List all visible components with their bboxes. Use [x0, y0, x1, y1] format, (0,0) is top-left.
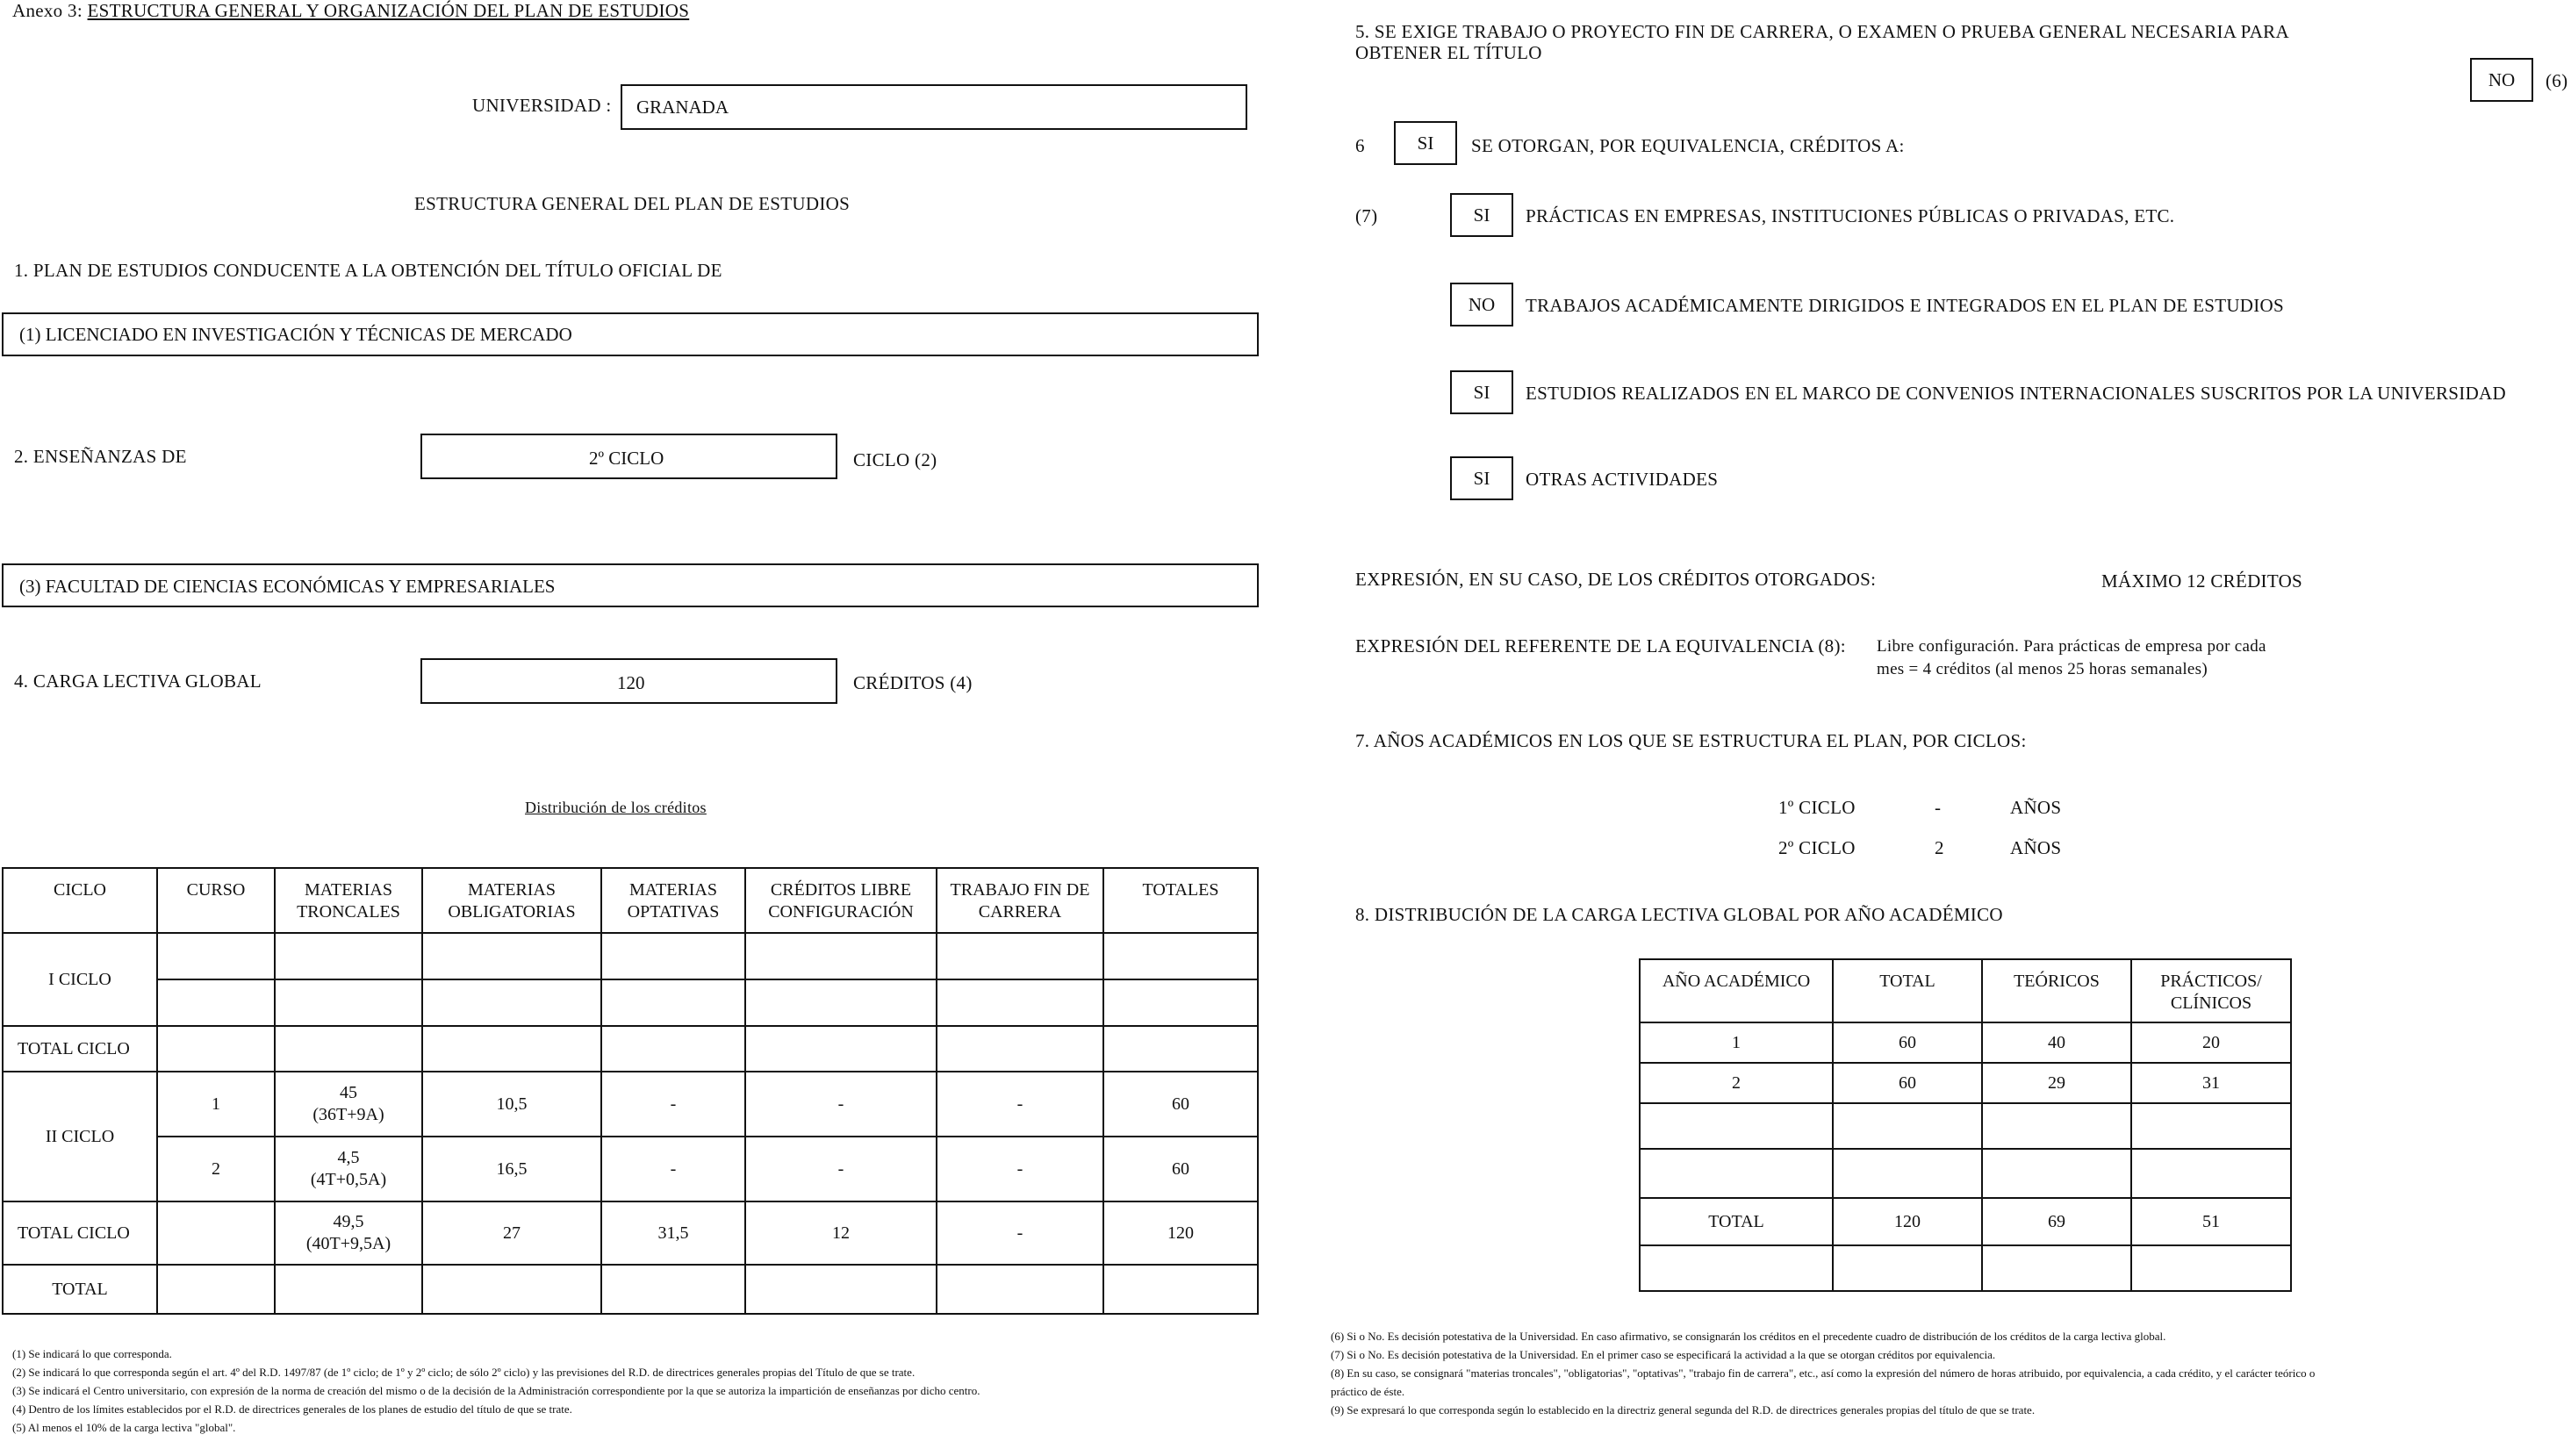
col-totales: TOTALES: [1103, 868, 1258, 933]
option-trabajos-checkbox: NO: [1450, 283, 1513, 326]
item1-label: 1. PLAN DE ESTUDIOS CONDUCENTE A LA OBTENCIÓN DEL TÍTULO OFICIAL DE: [14, 260, 722, 281]
row2-curso: 2: [157, 1137, 275, 1201]
table-row: [3, 933, 1258, 979]
degree-field: [2, 312, 1259, 356]
cycle-field: [420, 434, 837, 479]
referente-line1: Libre configuración. Para prácticas de empresa por cada: [1877, 637, 2266, 656]
item5-line2: OBTENER EL TÍTULO: [1355, 42, 1542, 63]
footnote: (5) Al menos el 10% de la carga lectiva "global".: [12, 1421, 236, 1434]
option-convenios-label: ESTUDIOS REALIZADOS EN EL MARCO DE CONVENIOS INTERNACIONALES SUSCRITOS POR LA UNIVERSIDAD: [1526, 383, 2506, 404]
year2-total: 60: [1833, 1063, 1982, 1103]
item5-line1: 5. SE EXIGE TRABAJO O PROYECTO FIN DE CARRERA, O EXAMEN O PRUEBA GENERAL NECESARIA PARA: [1355, 21, 2289, 42]
item6-ref: (7): [1355, 205, 1378, 226]
row1-optativas: -: [601, 1072, 745, 1137]
page-title: ESTRUCTURA GENERAL Y ORGANIZACIÓN DEL PLAN DE ESTUDIOS: [87, 0, 690, 21]
ciclo2-years-value: 2: [1935, 837, 1944, 858]
footnote: (1) Se indicará lo que corresponda.: [12, 1347, 172, 1360]
row2-totales: 60: [1103, 1137, 1258, 1201]
item7-label: 7. AÑOS ACADÉMICOS EN LOS QUE SE ESTRUCTURA EL PLAN, POR CICLOS:: [1355, 730, 2027, 751]
item2-suffix: CICLO (2): [853, 449, 937, 470]
distribution-title: Distribución de los créditos: [525, 799, 707, 816]
footnotes-left: [12, 1345, 980, 1437]
total-optativas: 31,5: [601, 1201, 745, 1265]
university-field: [621, 84, 1247, 130]
col-libre: CRÉDITOS LIBRE CONFIGURACIÓN: [745, 868, 937, 933]
table-row: [1640, 1245, 2291, 1291]
row2-optativas: -: [601, 1137, 745, 1201]
col-practicos: PRÁCTICOS/ CLÍNICOS: [2131, 959, 2291, 1022]
row1-trabajo: -: [937, 1072, 1103, 1137]
col-optativas: MATERIAS OPTATIVAS: [601, 868, 745, 933]
row2-libre: -: [745, 1137, 937, 1201]
row1-troncales-value: 45: [340, 1083, 357, 1102]
row2-obligatorias: 16,5: [422, 1137, 601, 1201]
year-distribution-table: [1639, 958, 2292, 1292]
option-trabajos-label: TRABAJOS ACADÉMICAMENTE DIRIGIDOS E INTEGRADOS EN EL PLAN DE ESTUDIOS: [1526, 295, 2284, 316]
referente-line2: mes = 4 créditos (al menos 25 horas semanales): [1877, 660, 2208, 678]
footnote: (6) Si o No. Es decisión potestativa de la Universidad. En caso afirmativo, se consignarán los créditos en el precedente cuadro de distribución de los créditos de la carga lectiva global.: [1331, 1330, 2166, 1343]
row1-troncales-sub: (36T+9A): [312, 1105, 384, 1124]
col-ano: AÑO ACADÉMICO: [1640, 959, 1833, 1022]
total-obligatorias: 27: [422, 1201, 601, 1265]
year2-practicos: 31: [2131, 1063, 2291, 1103]
year-total-label: TOTAL: [1640, 1198, 1833, 1245]
annex-label: [12, 0, 689, 22]
table-row: [3, 1265, 1258, 1314]
option-otras-checkbox: SI: [1450, 456, 1513, 500]
option-otras-label: OTRAS ACTIVIDADES: [1526, 469, 1719, 490]
ciclo2-label: II CICLO: [3, 1072, 157, 1201]
university-value: GRANADA: [636, 97, 729, 118]
item5-note: (6): [2546, 70, 2568, 91]
ciclo1-years-label: 1º CICLO: [1778, 797, 1856, 818]
faculty-value: (3) FACULTAD DE CIENCIAS ECONÓMICAS Y EMPRESARIALES: [19, 576, 556, 597]
col-curso: CURSO: [157, 868, 275, 933]
year1-label: 1: [1640, 1022, 1833, 1063]
total-ciclo2-label: TOTAL CICLO: [3, 1201, 157, 1265]
total-trabajo: -: [937, 1201, 1103, 1265]
year1-total: 60: [1833, 1022, 1982, 1063]
row1-troncales: [275, 1072, 422, 1137]
ciclo1-label: I CICLO: [3, 933, 157, 1026]
item6-number: 6: [1355, 135, 1365, 156]
total-libre: 12: [745, 1201, 937, 1265]
option-convenios-checkbox: SI: [1450, 370, 1513, 414]
table-row: [1640, 1022, 2291, 1063]
row1-totales: 60: [1103, 1072, 1258, 1137]
footnote: (2) Se indicará lo que corresponda según el art. 4º del R.D. 1497/87 (de 1º ciclo; de 1º y 2º ciclo; de sólo 2º ciclo) y las previsiones del R.D. de directrices generales propias del Título de que se trate.: [12, 1366, 916, 1379]
table-row: [3, 1201, 1258, 1265]
table-header-row: [1640, 959, 2291, 1022]
total-ciclo1-label: TOTAL CICLO: [3, 1026, 157, 1072]
table-row: [1640, 1063, 2291, 1103]
item4-suffix: CRÉDITOS (4): [853, 672, 973, 693]
distribution-table: [2, 867, 1259, 1315]
referente-label: EXPRESIÓN DEL REFERENTE DE LA EQUIVALENCIA (8):: [1355, 635, 1846, 656]
table-row: [3, 1137, 1258, 1201]
annex-number: Anexo 3:: [12, 0, 83, 21]
year1-teoricos: 40: [1982, 1022, 2131, 1063]
year-total-total: 120: [1833, 1198, 1982, 1245]
col-obligatorias: MATERIAS OBLIGATORIAS: [422, 868, 601, 933]
col-teoricos: TEÓRICOS: [1982, 959, 2131, 1022]
grand-total-label: TOTAL: [3, 1265, 157, 1314]
year-total-practicos: 51: [2131, 1198, 2291, 1245]
item8-label: 8. DISTRIBUCIÓN DE LA CARGA LECTIVA GLOBAL POR AÑO ACADÉMICO: [1355, 904, 2003, 925]
row1-obligatorias: 10,5: [422, 1072, 601, 1137]
total-troncales-sub: (40T+9,5A): [305, 1234, 391, 1253]
degree-value: (1) LICENCIADO EN INVESTIGACIÓN Y TÉCNICAS DE MERCADO: [19, 324, 572, 345]
option-practicas-checkbox: SI: [1450, 193, 1513, 237]
total-troncales: [275, 1201, 422, 1265]
year-total-teoricos: 69: [1982, 1198, 2131, 1245]
total-totales: 120: [1103, 1201, 1258, 1265]
footnote: (7) Si o No. Es decisión potestativa de la Universidad. En el primer caso se especificará la actividad a la que se otorgan créditos por equivalencia.: [1331, 1348, 1996, 1361]
table-row: [3, 1026, 1258, 1072]
table-row: [1640, 1103, 2291, 1149]
footnote: (9) Se expresará lo que corresponda según lo establecido en la directriz general segunda del R.D. de directrices generales propias del título de que se trate.: [1331, 1403, 2036, 1417]
section-title: ESTRUCTURA GENERAL DEL PLAN DE ESTUDIOS: [414, 193, 851, 214]
table-header-row: [3, 868, 1258, 933]
footnotes-right: [1331, 1327, 2315, 1419]
year2-teoricos: 29: [1982, 1063, 2131, 1103]
ciclo1-years-unit: AÑOS: [2010, 797, 2062, 818]
col-troncales: MATERIAS TRONCALES: [275, 868, 422, 933]
university-label: UNIVERSIDAD :: [472, 95, 612, 116]
ciclo2-years-unit: AÑOS: [2010, 837, 2062, 858]
item2-label: 2. ENSEÑANZAS DE: [14, 446, 187, 467]
item5-checkbox: NO: [2470, 58, 2533, 102]
faculty-field: [2, 563, 1259, 607]
credits-value: 120: [617, 672, 645, 693]
option-practicas-label: PRÁCTICAS EN EMPRESAS, INSTITUCIONES PÚBLICAS O PRIVADAS, ETC.: [1526, 205, 2175, 226]
ciclo1-years-value: -: [1935, 797, 1942, 818]
row2-troncales-value: 4,5: [337, 1148, 360, 1167]
item6-checkbox: SI: [1394, 121, 1457, 165]
table-row: [3, 979, 1258, 1026]
footnote: (8) En su caso, se consignará "materias troncales", "obligatorias", "optativas", "trabajo fin de carrera", etc., así como la expresión del número de horas atribuido, por equivalencia, a cada crédito, y el carácter teórico o: [1331, 1366, 2316, 1380]
table-row: [1640, 1149, 2291, 1198]
total-troncales-value: 49,5: [333, 1212, 364, 1231]
row1-curso: 1: [157, 1072, 275, 1137]
col-total: TOTAL: [1833, 959, 1982, 1022]
footnote: práctico de éste.: [1331, 1385, 1405, 1398]
expresion-value: MÁXIMO 12 CRÉDITOS: [2101, 570, 2303, 592]
item4-label: 4. CARGA LECTIVA GLOBAL: [14, 671, 262, 692]
footnote: (4) Dentro de los límites establecidos por el R.D. de directrices generales de los planes de estudio del título de que se trate.: [12, 1402, 572, 1416]
table-row: [3, 1072, 1258, 1137]
row2-troncales-sub: (4T+0,5A): [310, 1170, 387, 1189]
row2-troncales: [275, 1137, 422, 1201]
expresion-label: EXPRESIÓN, EN SU CASO, DE LOS CRÉDITOS OTORGADOS:: [1355, 569, 1877, 590]
year2-label: 2: [1640, 1063, 1833, 1103]
item6-label: SE OTORGAN, POR EQUIVALENCIA, CRÉDITOS A:: [1471, 135, 1905, 156]
year1-practicos: 20: [2131, 1022, 2291, 1063]
credits-field: [420, 658, 837, 704]
table-row: [1640, 1198, 2291, 1245]
ciclo2-years-label: 2º CICLO: [1778, 837, 1856, 858]
row2-trabajo: -: [937, 1137, 1103, 1201]
col-trabajo: TRABAJO FIN DE CARRERA: [937, 868, 1103, 933]
col-ciclo: CICLO: [3, 868, 157, 933]
cycle-value: 2º CICLO: [589, 448, 664, 469]
footnote: (3) Se indicará el Centro universitario, con expresión de la norma de creación del mismo o de la decisión de la Administración correspondiente por la que se autoriza la impartición de enseñanzas por dicho centro.: [12, 1384, 980, 1397]
row1-libre: -: [745, 1072, 937, 1137]
